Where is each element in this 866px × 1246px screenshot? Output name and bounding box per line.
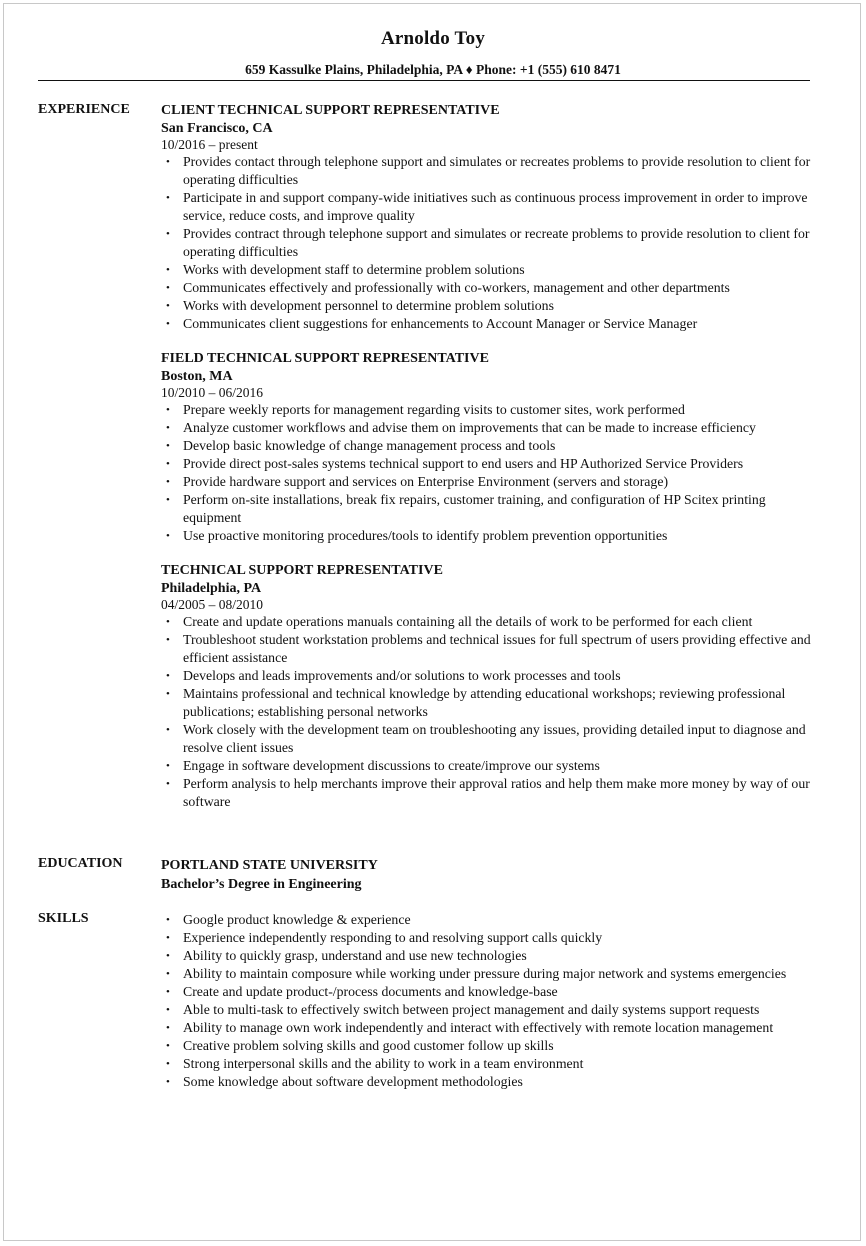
bullet-icon: • [166,1058,170,1070]
list-item-text: Participate in and support company-wide initiatives such as continuous process improvement in order to improve service, reduce costs, and improve quality [183,190,808,223]
list-item [161,1019,821,1037]
bullet-icon: • [166,1040,170,1052]
list-item [161,947,821,965]
bullet-icon: • [166,1004,170,1016]
list-item-text: Perform on-site installations, break fix repairs, customer training, and configuration of HP Scitex printing equipment [183,492,766,525]
list-item [161,929,821,947]
bullet-icon: • [166,440,170,452]
job-title: CLIENT TECHNICAL SUPPORT REPRESENTATIVE [161,103,500,118]
list-item-text: Ability to manage own work independently and interact with effectively with remote location management [183,1020,774,1035]
experience-heading: EXPERIENCE [38,102,130,117]
bullet-icon: • [166,156,170,168]
list-item [161,225,821,261]
bullet-icon: • [166,530,170,542]
list-item [161,297,821,315]
list-item [161,1037,821,1055]
education-entry [161,856,821,894]
job-bullets [161,401,821,545]
list-item [161,667,821,685]
list-item-text: Some knowledge about software development methodologies [183,1074,523,1089]
list-item-text: Works with development personnel to determine problem solutions [183,298,554,313]
job-location: San Francisco, CA [161,121,273,136]
job-dates: 10/2010 – 06/2016 [161,385,264,400]
list-item-text: Provide hardware support and services on Enterprise Environment (servers and storage) [183,474,669,489]
list-item-text: Ability to quickly grasp, understand and use new technologies [183,948,527,963]
education-degree: Bachelor’s Degree in Engineering [161,877,362,892]
list-item [161,315,821,333]
bullet-icon: • [166,1076,170,1088]
list-item [161,189,821,225]
bullet-icon: • [166,1022,170,1034]
bullet-icon: • [166,914,170,926]
list-item-text: Use proactive monitoring procedures/tools to identify problem prevention opportunities [183,528,668,543]
list-item [161,491,821,527]
bullet-icon: • [166,422,170,434]
list-item [161,401,821,419]
job-title: TECHNICAL SUPPORT REPRESENTATIVE [161,563,443,578]
bullet-icon: • [166,688,170,700]
bullet-icon: • [166,476,170,488]
list-item [161,419,821,437]
list-item [161,437,821,455]
list-item-text: Prepare weekly reports for management regarding visits to customer sites, work performed [183,402,685,417]
job-entry [161,350,821,545]
bullet-icon: • [166,458,170,470]
list-item-text: Strong interpersonal skills and the ability to work in a team environment [183,1056,584,1071]
skills-entry [161,911,821,1091]
bullet-icon: • [166,192,170,204]
bullet-icon: • [166,264,170,276]
bullet-icon: • [166,282,170,294]
list-item-text: Creative problem solving skills and good customer follow up skills [183,1038,554,1053]
job-dates: 04/2005 – 08/2010 [161,597,264,612]
experience-list [161,102,821,828]
list-item-text: Work closely with the development team on troubleshooting any issues, providing detailed input to diagnose and resolve client issues [183,722,806,755]
list-item-text: Develops and leads improvements and/or solutions to work processes and tools [183,668,621,683]
bullet-icon: • [166,986,170,998]
bullet-icon: • [166,634,170,646]
list-item-text: Works with development staff to determine problem solutions [183,262,525,277]
list-item [161,1073,821,1091]
list-item-text: Provide direct post-sales systems technical support to end users and HP Authorized Service Providers [183,456,744,471]
list-item [161,613,821,631]
list-item [161,153,821,189]
list-item [161,721,821,757]
list-item-text: Create and update operations manuals containing all the details of work to be performed for each client [183,614,753,629]
bullet-icon: • [166,968,170,980]
list-item-text: Engage in software development discussions to create/improve our systems [183,758,600,773]
bullet-icon: • [166,778,170,790]
education-school: PORTLAND STATE UNIVERSITY [161,858,378,873]
list-item [161,473,821,491]
bullet-icon: • [166,670,170,682]
list-item [161,1055,821,1073]
job-location: Boston, MA [161,369,233,384]
job-entry [161,562,821,811]
education-heading: EDUCATION [38,856,123,871]
job-bullets [161,613,821,811]
list-item [161,631,821,667]
list-item-text: Maintains professional and technical knowledge by attending educational workshops; reviewing professional publications; establishing personal networks [183,686,786,719]
job-title: FIELD TECHNICAL SUPPORT REPRESENTATIVE [161,351,489,366]
list-item-text: Provides contract through telephone support and simulates or recreate problems to provide resolution to client for operating difficulties [183,226,810,259]
list-item [161,455,821,473]
job-entry [161,102,821,333]
bullet-icon: • [166,300,170,312]
list-item [161,911,821,929]
bullet-icon: • [166,950,170,962]
bullet-icon: • [166,760,170,772]
bullet-icon: • [166,932,170,944]
list-item [161,775,821,811]
list-item-text: Perform analysis to help merchants improve their approval ratios and help them make more money by way of our software [183,776,810,809]
list-item [161,685,821,721]
list-item [161,757,821,775]
list-item [161,965,821,983]
skills-heading: SKILLS [38,911,89,926]
skills-list [161,911,821,1091]
bullet-icon: • [166,318,170,330]
list-item-text: Analyze customer workflows and advise them on improvements that can be made to increase efficiency [183,420,756,435]
list-item-text: Communicates effectively and professionally with co-workers, management and other departments [183,280,730,295]
list-item [161,1001,821,1019]
list-item-text: Communicates client suggestions for enhancements to Account Manager or Service Manager [183,316,698,331]
bullet-icon: • [166,228,170,240]
list-item-text: Able to multi-task to effectively switch between project management and daily systems support requests [183,1002,760,1017]
job-location: Philadelphia, PA [161,581,262,596]
bullet-icon: • [166,616,170,628]
list-item [161,527,821,545]
list-item-text: Troubleshoot student workstation problems and technical issues for full spectrum of users providing effective and efficient assistance [183,632,811,665]
list-item-text: Create and update product-/process documents and knowledge-base [183,984,558,999]
list-item-text: Experience independently responding to and resolving support calls quickly [183,930,603,945]
list-item-text: Ability to maintain composure while working under pressure during major network and systems emergencies [183,966,787,981]
header-divider [38,80,810,81]
list-item [161,279,821,297]
contact-line: 659 Kassulke Plains, Philadelphia, PA ♦ Phone: +1 (555) 610 8471 [245,62,621,77]
list-item-text: Provides contact through telephone support and simulates or recreates problems to provide resolution to client for operating difficulties [183,154,811,187]
list-item-text: Develop basic knowledge of change management process and tools [183,438,556,453]
bullet-icon: • [166,494,170,506]
list-item-text: Google product knowledge & experience [183,912,411,927]
candidate-name: Arnoldo Toy [380,28,486,49]
list-item [161,261,821,279]
list-item [161,983,821,1001]
bullet-icon: • [166,724,170,736]
job-dates: 10/2016 – present [161,137,258,152]
bullet-icon: • [166,404,170,416]
job-bullets [161,153,821,333]
